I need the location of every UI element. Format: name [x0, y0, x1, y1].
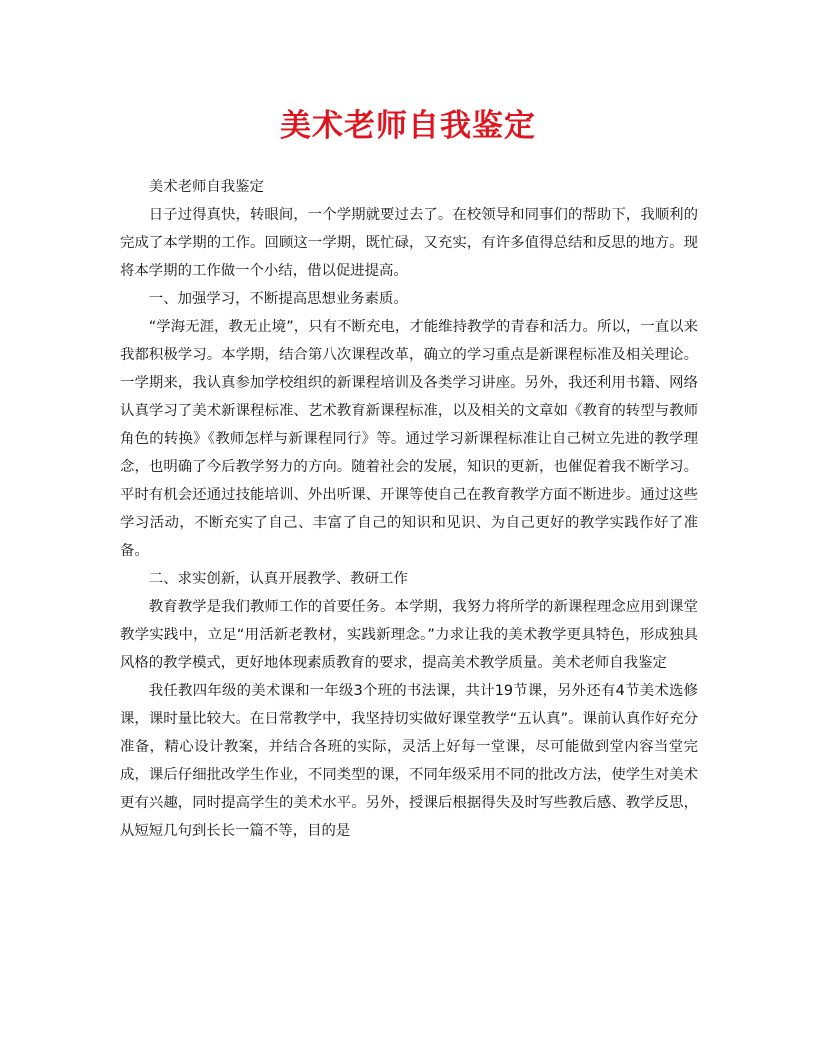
section-heading-2: 二、求实创新，认真开展教学、教研工作: [148, 571, 408, 587]
paragraph-heading-repeat: 美术老师自我鉴定: [148, 179, 264, 195]
paragraph-classes: 我任教四年级的美术课和一年级3个班的书法课，共计19节课，另外还有4节美术选修课，课时量比较大。在日常教学中，我坚持切实做好课堂教学“五认真”。课前认真作好充分准备，精心设计教案，并结合各班的实际，灵活上好每一堂课，尽可能做到堂内容当堂完成，课后仔细批改学生作业，不同类型的课，不同年级采用不同的批改方法，使学生对美术更有兴趣，同时提高学生的美术水平。另外，授课后根据得失及时写些教后感、教学反思，从短短几句到长长一篇不等，目的是: [120, 683, 698, 839]
section-heading-1: 一、加强学习，不断提高思想业务素质。: [148, 291, 408, 307]
paragraph-intro: 日子过得真快，转眼间，一个学期就要过去了。在校领导和同事们的帮助下，我顺利的完成了本学期的工作。回顾这一学期，既忙碌，又充实，有许多值得总结和反思的地方。现将本学期的工作做一个小结，借以促进提高。: [120, 207, 698, 279]
paragraph-learning: “学海无涯，教无止境”，只有不断充电，才能维持教学的青春和活力。所以，一直以来我都积极学习。本学期，结合第八次课程改革，确立的学习重点是新课程标准及相关理论。一学期来，我认真参加学校组织的新课程培训及各类学习讲座。另外，我还利用书籍、网络认真学习了美术新课程标准、艺术教育新课程标准，以及相关的文章如《教育的转型与教师角色的转换》《教师怎样与新课程同行》等。通过学习新课程标准让自己树立先进的教学理念，也明确了今后教学努力的方向。随着社会的发展，知识的更新，也催促着我不断学习。平时有机会还通过技能培训、外出听课、开课等使自己在教育教学方面不断进步。通过这些学习活动，不断充实了自己、丰富了自己的知识和见识、为自己更好的教学实践作好了准备。: [120, 319, 698, 559]
paragraph-teaching: 教育教学是我们教师工作的首要任务。本学期，我努力将所学的新课程理念应用到课堂教学实践中，立足“用活新老教材，实践新理念。”力求让我的美术教学更具特色，形成独具风格的教学模式，更好地体现素质教育的要求，提高美术教学质量。美术老师自我鉴定: [120, 599, 698, 671]
document-body: [120, 173, 698, 845]
document-title: 美术老师自我鉴定: [280, 108, 536, 144]
